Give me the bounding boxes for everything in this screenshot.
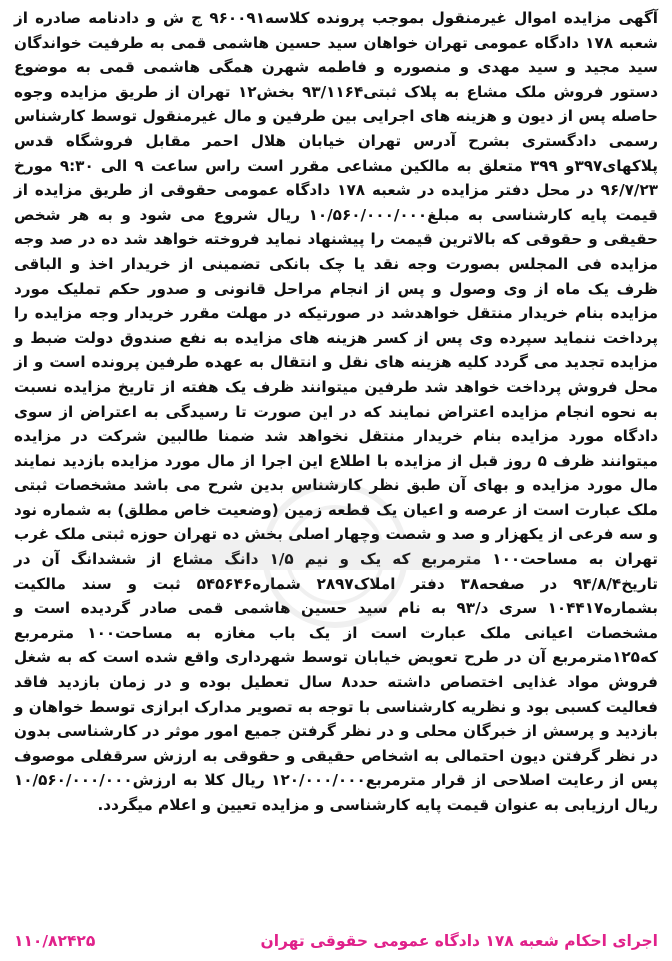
- footer-issuer: اجرای احکام شعبه ۱۷۸ دادگاه عمومی حقوقی تهران: [260, 932, 658, 950]
- notice-body-text: آگهی مزایده اموال غیرمنقول بموجب پرونده کلاسه۹۶۰۰۹۱ ج ش و دادنامه صادره از شعبه ۱۷۸ دادگاه عمومی تهران خواهان سید حسین هاشمی قمی به طرفیت خواندگان سید مجید و سید مهدی و منصوره و فاطمه شهرن همگی هاشمی قمی به موضوع دستور فروش ملک مشاع به پلاک ثبتی۹۳/۱۱۶۴ بخش۱۲ تهران از طریق مزایده وجوه حاصله پس از دیون و هزینه های اجرایی بین طرفین و مال غیرمنقول توسط کارشناس رسمی دادگستری بشرح آدرس تهران خیابان هلال احمر مقابل فروشگاه قدس پلاکهای۳۹۷و ۳۹۹ متعلق به مالکین مشاعی مقرر است راس ساعت ۹ الی ۹:۳۰ مورخ ۹۶/۷/۲۳ در محل دفتر مزایده در شعبه ۱۷۸ دادگاه عمومی حقوقی از طریق مزایده از قیمت پایه کارشناسی به مبلغ۱۰/۵۶۰/۰۰۰/۰۰۰ ریال شروع می شود و به هر شخص حقیقی و حقوقی که بالاترین قیمت را پیشنهاد نماید فروخته خواهد شد ده در صد وجه مزایده فی المجلس بصورت وجه نقد یا چک بانکی تضمینی از خریدار اخذ و الباقی ظرف یک ماه از وی وصول و پس از انجام مراحل قانونی و صدور حکم تملیک مورد مزایده بنام خریدار منتقل خواهدشد در صورتیکه در مهلت مقرر خریدار وجه مزایده را پرداخت ننماید سپرده وی پس از کسر هزینه های مزایده به نفع صندوق دولت ضبط و مزایده تجدید می گردد کلیه هزینه های نقل و انتقال به عهده طرفین پرونده است و از محل فروش پرداخت خواهد شد طرفین میتوانند ظرف یک هفته از تاریخ مزایده نسبت به نحوه انجام مزایده اعتراض نمایند که در این صورت تا رسیدگی به اعتراض از سوی دادگاه مورد مزایده بنام خریدار منتقل نخواهد شد ضمنا طالبین شرکت در مزایده میتوانند ظرف ۵ روز قبل از مزایده با اطلاع این اجرا از مال مورد مزایده بازدید نمایند مال مورد مزایده و بهای آن طبق نظر کارشناس بدین شرح می باشد مشخصات ثبتی ملک عبارت است از عرصه و اعیان یک قطعه زمین (وضعیت خاص مطلق) به شماره نود و سه فرعی از یکهزار و صد و شصت وچهار اصلی بخش ده تهران حوزه ثبتی ملک غرب تهران به مساحت۱۰۰ مترمربع که یک و نیم ۱/۵ دانگ مشاع از ششدانگ آن در تاریخ۹۴/۸/۴ در صفحه۳۸ دفتر املاک۲۸۹۷ شماره۵۴۵۶۴۶ ثبت و سند مالکیت بشماره۱۰۴۴۱۷ سری د/۹۳ به نام سید حسین هاشمی قمی صادر گردیده است و مشخصات اعیانی ملک عبارت است از یک باب مغازه به مساحت۱۰۰ مترمربع که۱۲۵مترمربع آن در طرح تعویض خیابان توسط شهرداری واقع شده است که به شغل فروش مواد غذایی اختصاص داشته حدد۸ سال تعطیل بوده و در زمان بازدید فاقد فعالیت کسبی بود و نظریه کارشناسی با توجه به تصویر مدارک ابرازی توسط خواهان و بازدید و پرسش از خبرگان محلی و در نظر گرفتن جمیع امور موثر در کارشناسی بدون در نظر گرفتن دیون احتمالی به اشخاص حقیقی و حقوقی به ارزش سرقفلی موصوف پس از رعایت اصلاحی از قرار مترمربع۱۲۰/۰۰۰/۰۰۰ ریال کلا به ارزش۱۰/۵۶۰/۰۰۰/۰۰۰ ریال ارزیابی به عنوان قیمت پایه کارشناسی و مزایده تعیین و اعلام میگردد.: [14, 9, 659, 814]
- notice-footer: [14, 928, 658, 954]
- footer-code: ۱۱۰/۸۲۴۲۵: [14, 932, 96, 950]
